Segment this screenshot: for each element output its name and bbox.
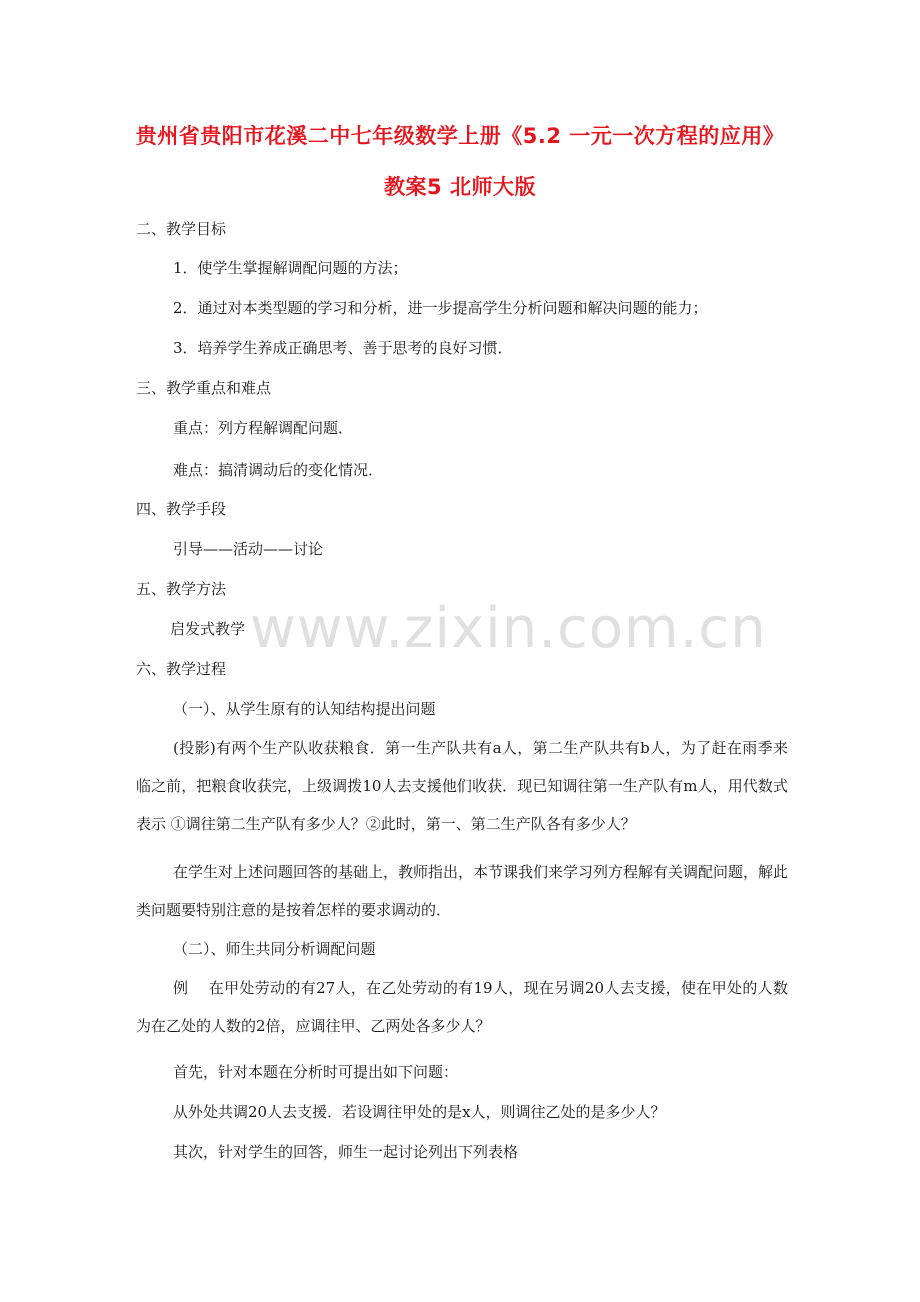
section-heading-method: 五、教学方法 [136,580,227,598]
section-heading-goals: 二、教学目标 [136,220,227,238]
part-1-paragraph-1: (投影)有两个生产队收获粮食．第一生产队共有a人，第二生产队共有b人，为了赶在雨季来临之前，把粮食收获完，上级调拨10人去支援他们收获．现已知调往第一生产队有m人，用代数式表示 ①调往第二生产队有多少人？②此时，第一、第二生产队各有多少人？ [136,739,788,833]
section-heading-process: 六、教学过程 [136,660,227,678]
part-1-heading: （一）、从学生原有的认知结构提出问题 [173,700,436,718]
section-heading-means: 四、教学手段 [136,500,227,518]
document-title-line-1: 贵州省贵阳市花溪二中七年级数学上册《5.2 一元一次方程的应用》 [135,124,785,148]
teaching-method: 启发式教学 [170,620,246,638]
example-problem: 例 在甲处劳动的有27人，在乙处劳动的有19人，现在另调20人去支援，使在甲处的人数为在乙处的人数的2倍，应调往甲、乙两处各多少人？ [136,979,788,1035]
difficult-point: 难点：搞清调动后的变化情况． [173,461,384,479]
part-2-heading: （二）、师生共同分析调配问题 [173,940,376,958]
part-1-paragraph-2: 在学生对上述问题回答的基础上，教师指出，本节课我们来学习列方程解有关调配问题，解此类问题要特别注意的是按着怎样的要求调动的． [136,863,789,919]
document-title-line-2: 教案5 北师大版 [384,175,536,199]
key-point: 重点：列方程解调配问题． [173,419,354,437]
goal-item-2: 2．通过对本类型题的学习和分析，进一步提高学生分析问题和解决问题的能力； [173,299,708,317]
analysis-question: 从外处共调20人去支援．若设调往甲处的是x人，则调往乙处的是多少人？ [173,1103,666,1121]
goal-item-3: 3．培养学生养成正确思考、善于思考的良好习惯． [173,339,513,357]
analysis-first: 首先，针对本题在分析时可提出如下问题： [173,1063,459,1081]
section-heading-key-points: 三、教学重点和难点 [136,379,272,397]
analysis-second: 其次，针对学生的回答，师生一起讨论列出下列表格 [173,1143,519,1161]
goal-item-1: 1．使学生掌握解调配问题的方法； [173,259,408,277]
teaching-means: 引导——活动——讨论 [173,540,324,558]
site-watermark: www.zixin.com.cn [250,596,767,661]
